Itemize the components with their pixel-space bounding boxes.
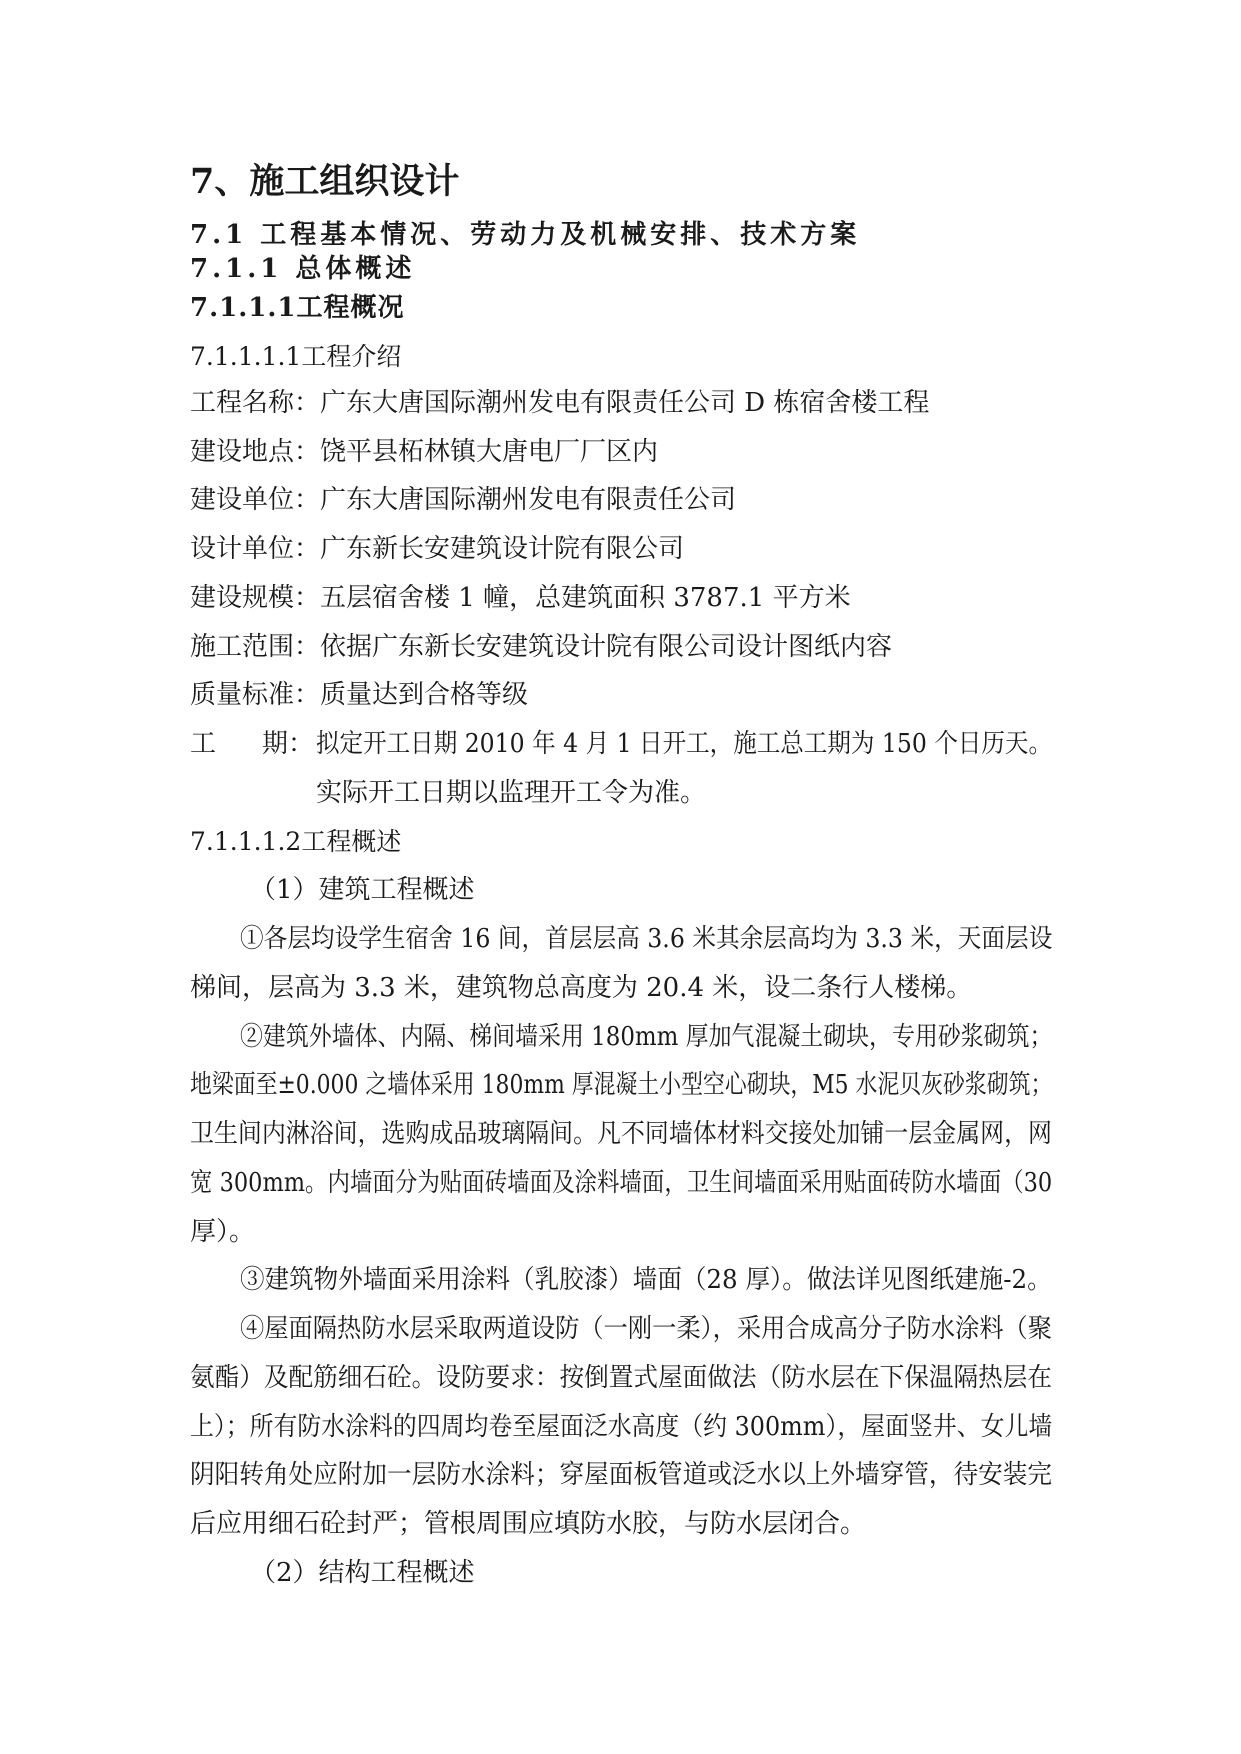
subsection-structure-title: （2）结构工程概述 [250, 1558, 475, 1588]
section-heading-7-1: 7.1 工程基本情况、劳动力及机械安排、技术方案 [190, 220, 861, 250]
chapter-heading: 7、施工组织设计 [190, 161, 460, 202]
section-heading-7-1-1: 7.1.1 总体概述 [190, 254, 416, 284]
para2-line-2: 地梁面至±0.000 之墙体采用 180mm 厚混凝土小型空心砌块，M5 水泥贝灰砂浆砌筑； [190, 1070, 1053, 1100]
section-heading-7-1-1-1-1: 7.1.1.1.1工程介绍 [190, 342, 402, 371]
para4-line-2: 氨酯）及配筋细石砼。设防要求：按倒置式屋面做法（防水层在下保温隔热层在 [190, 1363, 1053, 1393]
info-project-name: 工程名称：广东大唐国际潮州发电有限责任公司 D 栋宿舍楼工程 [190, 388, 930, 418]
para1-line-1: ①各层均设学生宿舍 16 间，首层层高 3.6 米其余层高均为 3.3 米，天面层设 [240, 924, 1053, 954]
para3-line-1: ③建筑物外墙面采用涂料（乳胶漆）墙面（28 厚）。做法详见图纸建施-2。 [240, 1265, 1052, 1295]
info-period-label-2: 期： [262, 729, 315, 759]
subsection-architecture-title: （1）建筑工程概述 [250, 875, 475, 905]
para2-line-1: ②建筑外墙体、内隔、梯间墙采用 180mm 厚加气混凝土砌块，专用砂浆砌筑； [240, 1022, 1053, 1052]
info-scale: 建设规模：五层宿舍楼 1 幢，总建筑面积 3787.1 平方米 [190, 583, 851, 613]
para4-line-3: 上）；所有防水涂料的四周均卷至屋面泛水高度（约 300mm），屋面竖井、女儿墙 [190, 1412, 1053, 1442]
para2-line-5: 厚）。 [190, 1217, 256, 1247]
info-quality: 质量标准：质量达到合格等级 [190, 680, 529, 710]
info-period-label-1: 工 [190, 729, 217, 759]
info-period-line-2: 实际开工日期以监理开工令为准。 [316, 778, 707, 808]
para2-line-3: 卫生间内淋浴间，选购成品玻璃隔间。凡不同墙体材料交接处加铺一层金属网，网 [190, 1119, 1052, 1149]
info-location: 建设地点：饶平县柘林镇大唐电厂厂区内 [190, 437, 659, 467]
section-heading-7-1-1-1: 7.1.1.1工程概况 [190, 293, 405, 323]
info-designer: 设计单位：广东新长安建筑设计院有限公司 [190, 534, 685, 564]
para2-line-4: 宽 300mm。内墙面分为贴面砖墙面及涂料墙面，卫生间墙面采用贴面砖防水墙面（30 [190, 1168, 1053, 1198]
section-heading-7-1-1-1-2: 7.1.1.1.2工程概述 [190, 827, 402, 856]
para4-line-4: 阴阳转角处应附加一层防水涂料；穿屋面板管道或泛水以上外墙穿管，待安装完 [190, 1460, 1053, 1490]
para1-line-2: 梯间，层高为 3.3 米，建筑物总高度为 20.4 米，设二条行人楼梯。 [190, 973, 973, 1003]
info-period-line-1: 拟定开工日期 2010 年 4 月 1 日开工，施工总工期为 150 个日历天。 [316, 729, 1053, 759]
para4-line-5: 后应用细石砼封严；管根周围应填防水胶，与防水层闭合。 [190, 1509, 867, 1539]
info-owner: 建设单位：广东大唐国际潮州发电有限责任公司 [190, 485, 737, 515]
para4-line-1: ④屋面隔热防水层采取两道设防（一刚一柔），采用合成高分子防水涂料（聚 [240, 1314, 1053, 1344]
info-scope: 施工范围：依据广东新长安建筑设计院有限公司设计图纸内容 [190, 632, 893, 662]
